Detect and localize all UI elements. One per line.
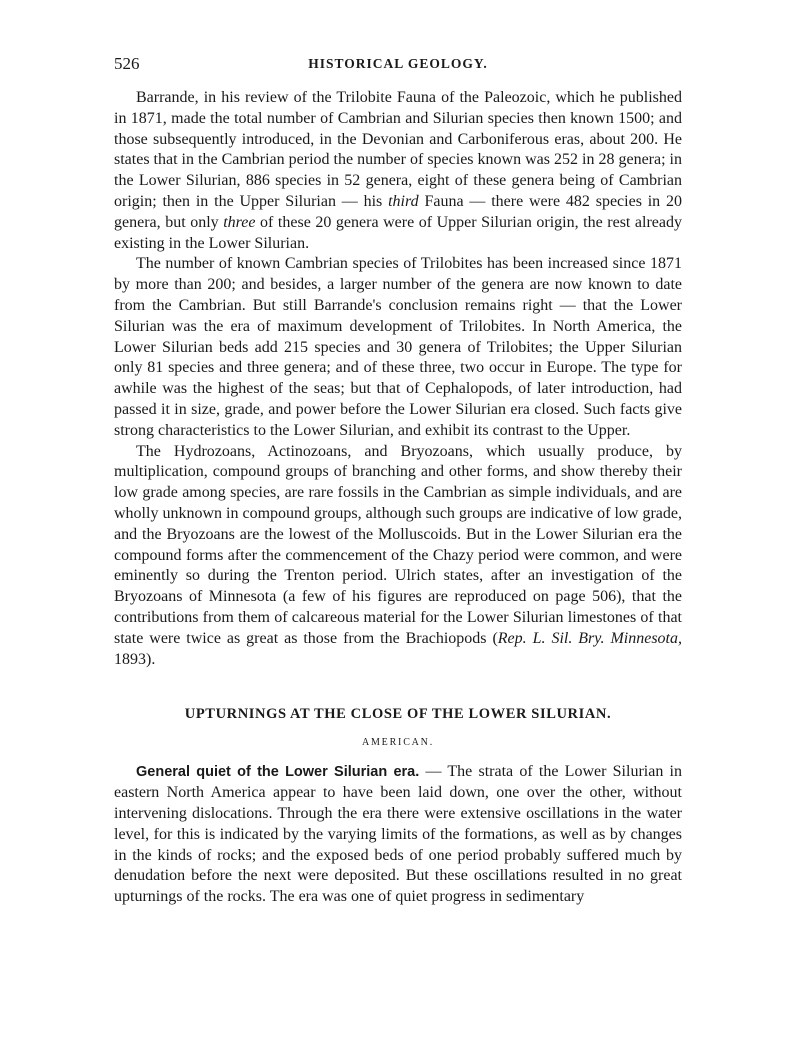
body-text	[114, 88, 682, 670]
citation-italic: Rep. L. Sil. Bry. Minnesota,	[497, 629, 682, 647]
page-number: 526	[114, 54, 140, 73]
paragraph-heading: General quiet of the Lower Silurian era.	[136, 764, 420, 781]
running-head	[114, 48, 682, 78]
running-title: HISTORICAL GEOLOGY.	[308, 56, 488, 71]
italic-text: third	[388, 192, 419, 210]
paragraph-text: 1893).	[114, 650, 156, 668]
paragraph-cambrian-species: The number of known Cambrian species of Trilobites has been increased since 1871 by more than 200; and besides, a larger number of the genera are now known to date from the Cambrian. But still Barrande's conclusion remains right — that the Lower Silurian was the era of maximum development of Trilobites. In North America, the Lower Silurian beds add 215 species and 30 genera of Trilobites; the Upper Silurian only 81 species and three genera; and of these three, two occur in Europe. The type for awhile was the highest of the seas; but that of Cephalopods, of later introduction, had passed it in size, grade, and power before the Lower Silurian era closed. Such facts give strong characteristics to the Lower Silurian, and exhibit its contrast to the Upper.	[114, 255, 682, 439]
paragraph-text: Barrande, in his review of the Trilobite Fauna of the Paleozoic, which he published in 1871, made the total number of Cambrian and Silurian species then known 1500; and those subsequently introduced, in the Devonian and Carboniferous eras, about 200. He states that in the Cambrian period the number of species known was 252 in 28 genera; in the Lower Silurian, 886 species in 52 genera, eight of these genera being of Cambrian origin; then in the Upper Silurian — his	[114, 89, 682, 210]
section-title: UPTURNINGS AT THE CLOSE OF THE LOWER SILURIAN.	[184, 706, 612, 723]
paragraph-bryozoans	[114, 442, 682, 671]
subsection-title: AMERICAN.	[361, 737, 435, 749]
body-text-section	[114, 762, 682, 908]
paragraph-trilobite-fauna	[114, 88, 682, 254]
paragraph-text: Fauna — there were 482 species in 20 genera, but only	[114, 192, 682, 231]
paragraph-text: The Hydrozoans, Actinozoans, and Bryozoans, which usually produce, by multiplication, compound groups of branching and other forms, and show thereby their low grade among species, are rare fossils in the Cambrian as simple individuals, and are wholly unknown in compound groups, although such groups are indicative of low grade, and the Bryozoans are the lowest of the Molluscoids. But in the Lower Silurian era the compound forms after the commencement of the Chazy period were common, and were eminently so during the Trenton period. Ulrich states, after an investigation of the Bryozoans of Minnesota (a few of his figures are reproduced on page 506), that the contributions from them of calcareous material for the Lower Silurian limestones of that state were twice as great as those from the Brachiopods (	[114, 442, 682, 647]
book-page	[114, 48, 682, 908]
paragraph-text: of these 20 genera were of Upper Silurian origin, the rest already existing in the Lower Silurian.	[114, 213, 683, 252]
italic-text: three	[223, 213, 256, 231]
paragraph-text: — The strata of the Lower Silurian in eastern North America appear to have been laid down, one over the other, without intervening dislocations. Through the era there were extensive oscillations in the water level, for this is indicated by the varying limits of the formations, as well as by changes in the kinds of rocks; and the exposed beds of one period probably suffered much by denudation before the next were deposited. But these oscillations resulted in no great upturnings of the rocks. The era was one of quiet progress in sedimentary	[114, 763, 682, 906]
paragraph-general-quiet	[114, 762, 682, 908]
